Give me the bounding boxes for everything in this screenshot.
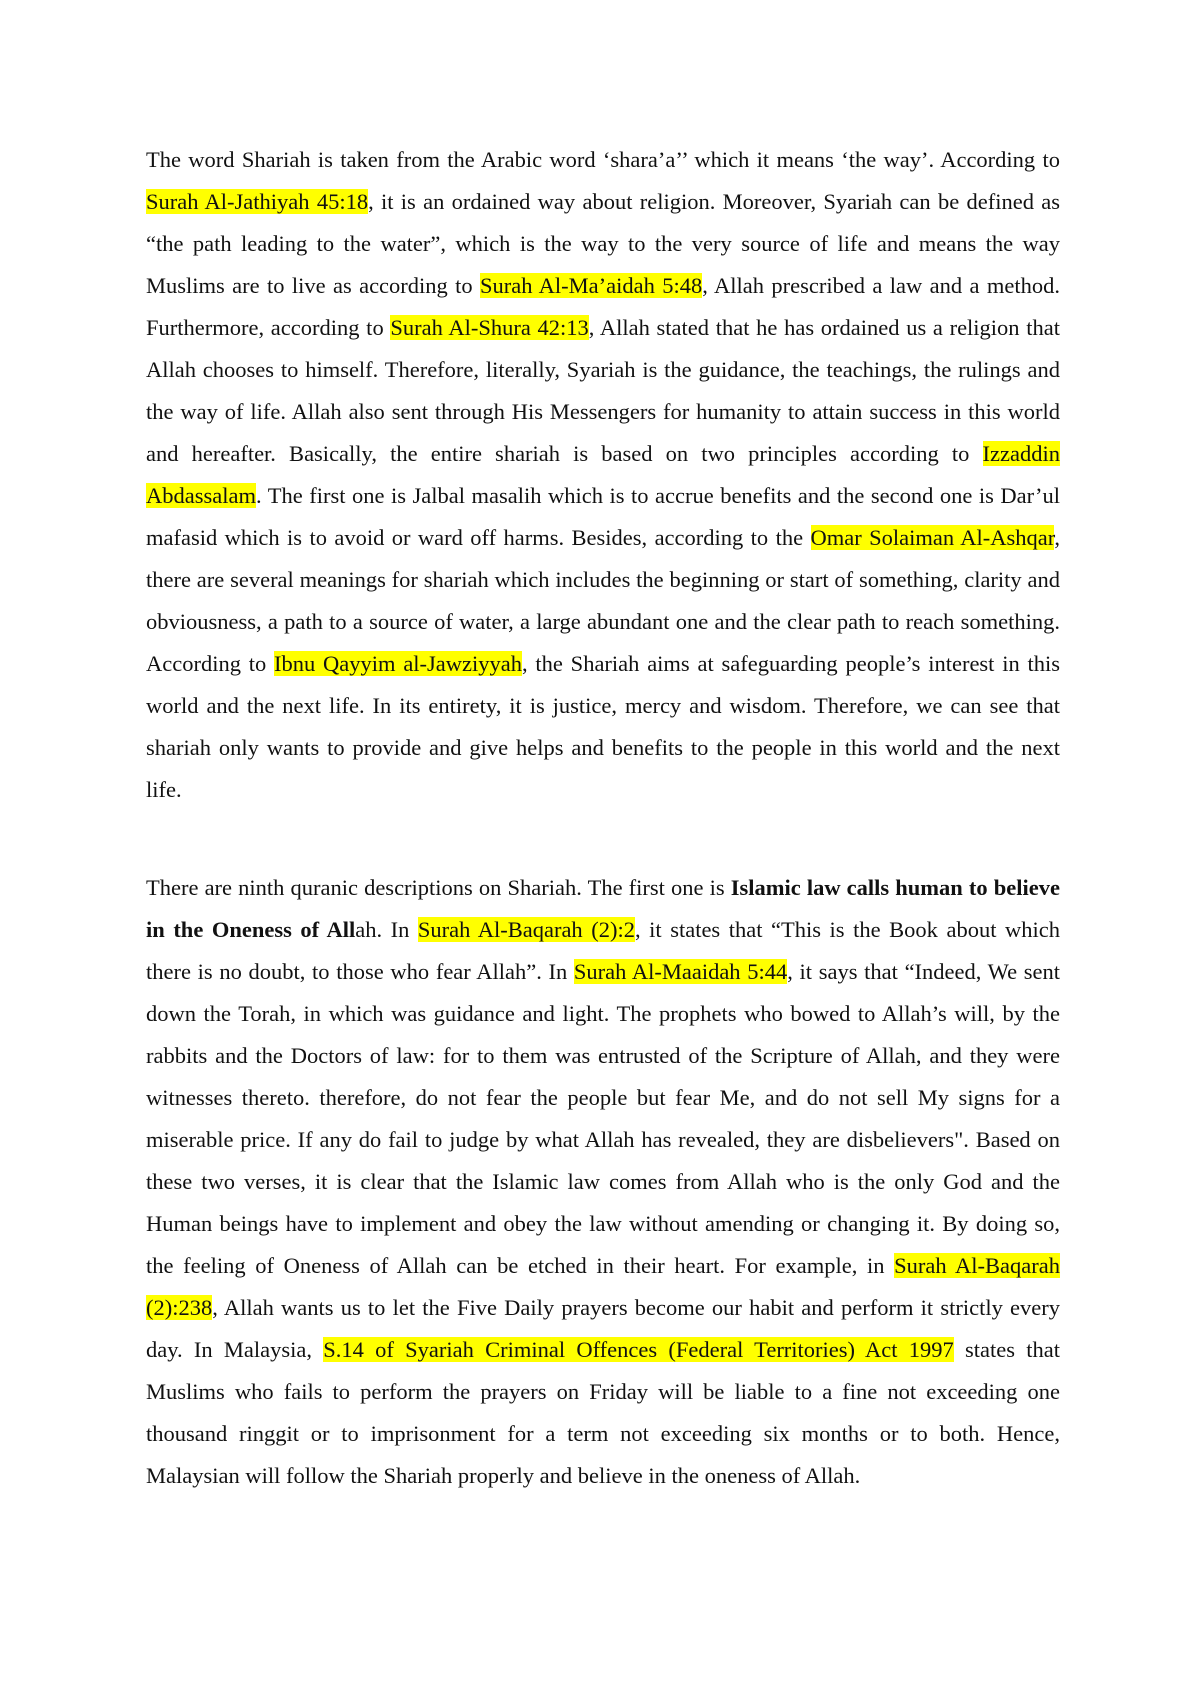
highlighted-citation: Surah Al-Baqarah (2):238 — [146, 1253, 1060, 1320]
text-segment: , Allah stated that he has ordained us a religion that Allah chooses to himself. Therefore, literally, Syariah is the guidance, the teachings, the rulings and the way of life. Allah also sent through His Messengers for humanity to attain success in this world and hereafter. Basically, the entire shariah is based on two principles according to — [146, 315, 1060, 466]
highlighted-citation: Omar Solaiman Al-Ashqar — [810, 525, 1055, 550]
highlighted-citation: Surah Al-Maaidah 5:44 — [573, 959, 788, 984]
highlighted-citation: Izzaddin Abdassalam — [146, 441, 1060, 508]
highlighted-citation: Surah Al-Shura 42:13 — [390, 315, 589, 340]
highlighted-citation: S.14 of Syariah Criminal Offences (Federal Territories) Act 1997 — [323, 1337, 954, 1362]
text-segment: , Allah prescribed a law and a method. Furthermore, according to — [146, 273, 1060, 340]
text-segment: , the Shariah aims at safeguarding people’s interest in this world and the next life. In its entirety, it is justice, mercy and wisdom. Therefore, we can see that shariah only wants to provide and give helps and benefits to the people in this world and the next life. — [146, 651, 1060, 802]
highlighted-citation: Surah Al-Ma’aidah 5:48 — [480, 273, 703, 298]
highlighted-citation: Ibnu Qayyim al-Jawziyyah — [274, 651, 523, 676]
text-segment: , Allah wants us to let the Five Daily prayers become our habit and perform it strictly every day. In Malaysia, — [146, 1295, 1060, 1362]
paragraph-quranic-descriptions — [146, 867, 1060, 1497]
highlighted-citation: Surah Al-Jathiyah 45:18 — [146, 189, 369, 214]
text-segment: ah. In — [355, 917, 418, 942]
text-segment: , it is an ordained way about religion. Moreover, Syariah can be defined as “the path leading to the water”, which is the way to the very source of life and means the way Muslims are to live as according to — [146, 189, 1060, 298]
highlighted-citation: Surah Al-Baqarah (2):2 — [417, 917, 635, 942]
text-segment: The word Shariah is taken from the Arabic word ‘shara’a’’ which it means ‘the way’. According to — [146, 147, 1060, 172]
text-segment: states that Muslims who fails to perform the prayers on Friday will be liable to a fine not exceeding one thousand ringgit or to imprisonment for a term not exceeding six months or to both. Hence, Malaysian will follow the Shariah properly and believe in the oneness of Allah. — [146, 1337, 1060, 1488]
text-segment: , there are several meanings for shariah which includes the beginning or start of something, clarity and obviousness, a path to a source of water, a large abundant one and the clear path to reach something. According to — [146, 525, 1060, 676]
text-segment: . The first one is Jalbal masalih which is to accrue benefits and the second one is Dar’ul mafasid which is to avoid or ward off harms. Besides, according to the — [146, 483, 1060, 550]
bold-heading-phrase: Islamic law calls human to believe in the Oneness of All — [146, 875, 1060, 942]
text-segment: , it says that “Indeed, We sent down the Torah, in which was guidance and light. The prophets who bowed to Allah’s will, by the rabbits and the Doctors of law: for to them was entrusted of the Scripture of Allah, and they were witnesses thereto. therefore, do not fear the people but fear Me, and do not sell My signs for a miserable price. If any do fail to judge by what Allah has revealed, they are disbelievers". Based on these two verses, it is clear that the Islamic law comes from Allah who is the only God and the Human beings have to implement and obey the law without amending or changing it. By doing so, the feeling of Oneness of Allah can be etched in their heart. For example, in — [146, 959, 1061, 1278]
paragraph-shariah-definition — [146, 139, 1060, 811]
text-segment: , it states that “This is the Book about which there is no doubt, to those who fear Allah”. In — [146, 917, 1060, 984]
text-segment: There are ninth quranic descriptions on Shariah. The first one is — [146, 875, 731, 900]
